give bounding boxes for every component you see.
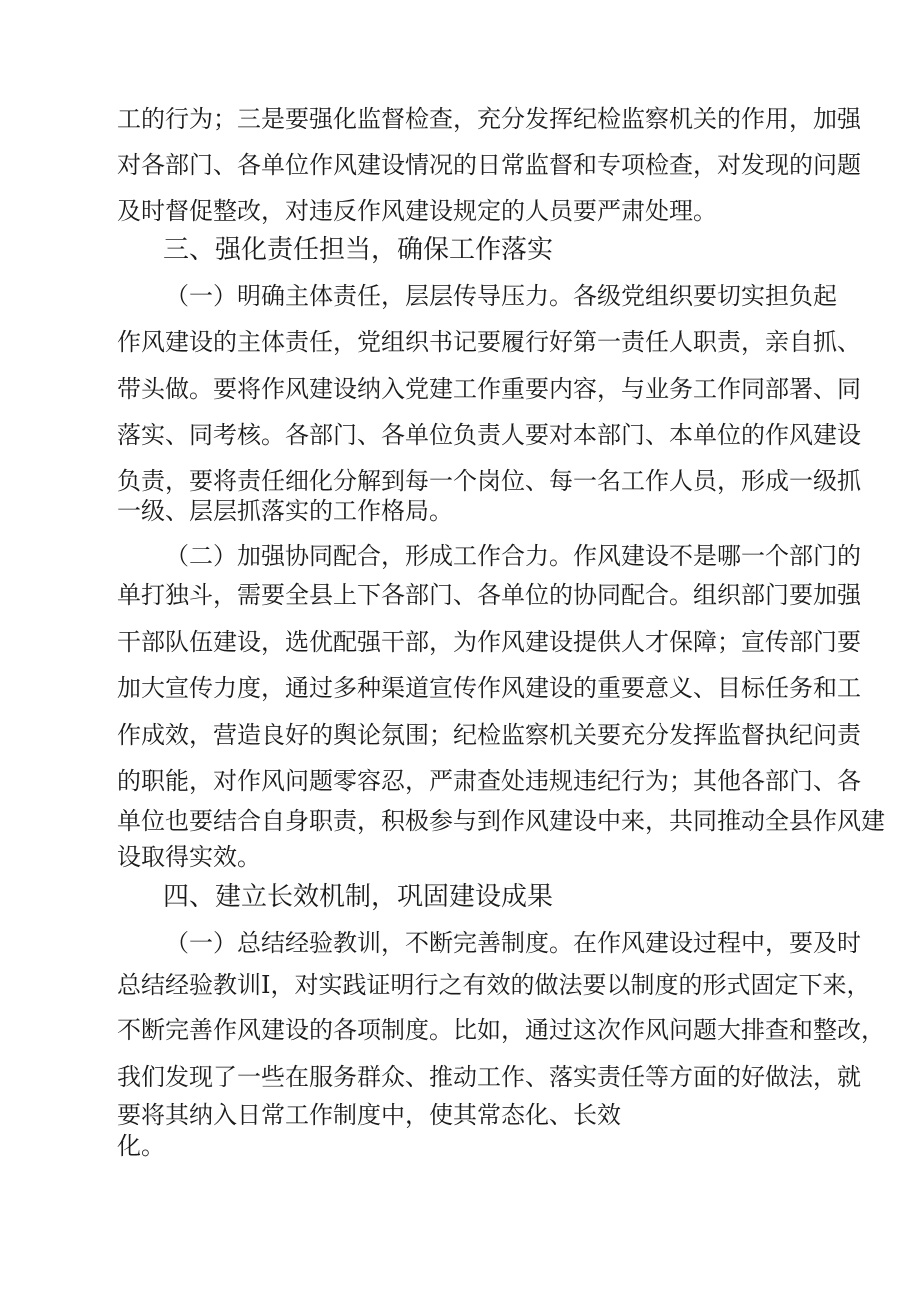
section-4-heading: 四、建立长效机制，巩固建设成果 bbox=[163, 882, 554, 912]
s3-p2-line-8: 设取得实效。 bbox=[117, 843, 261, 871]
s3-p1-line-3: 带头做。要将作风建设纳入党建工作重要内容，与业务工作同部署、同 bbox=[117, 375, 861, 403]
intro-line-3: 及时督促整改，对违反作风建设规定的人员要严肃处理。 bbox=[117, 197, 717, 225]
s4-p1-line-1: （一）总结经验教训，不断完善制度。在作风建设过程中，要及时 bbox=[165, 929, 861, 957]
intro-line-1: 工的行为；三是要强化监督检查，充分发挥纪检监察机关的作用，加强 bbox=[117, 105, 861, 133]
s4-p1-line-6: 化。 bbox=[117, 1132, 165, 1160]
s3-p1-line-6: 一级、层层抓落实的工作格局。 bbox=[117, 497, 453, 525]
s3-p2-line-2: 单打独斗，需要全县上下各部门、各单位的协同配合。组织部门要加强 bbox=[117, 581, 861, 609]
s3-p2-line-5: 作成效，营造良好的舆论氛围；纪检监察机关要充分发挥监督执纪问责 bbox=[117, 721, 861, 749]
s4-p1-line-3: 不断完善作风建设的各项制度。比如，通过这次作风问题大排查和整改， bbox=[117, 1016, 885, 1044]
s3-p2-line-3: 干部队伍建设，选优配强干部，为作风建设提供人才保障；宣传部门要 bbox=[117, 628, 861, 656]
intro-line-2: 对各部门、各单位作风建设情况的日常监督和专项检查，对发现的问题 bbox=[117, 151, 861, 179]
s3-p1-line-2: 作风建设的主体责任，党组织书记要履行好第一责任人职责，亲自抓、 bbox=[117, 328, 861, 356]
s3-p1-line-5: 负责，要将责任细化分解到每一个岗位、每一名工作人员，形成一级抓 bbox=[117, 467, 861, 495]
section-3-heading: 三、强化责任担当，确保工作落实 bbox=[163, 235, 554, 265]
s3-p2-line-7: 单位也要结合自身职责，积极参与到作风建设中来，共同推动全县作风建 bbox=[117, 807, 885, 835]
s4-p1-line-5: 要将其纳入日常工作制度中，使其常态化、长效 bbox=[117, 1101, 621, 1129]
s3-p1-line-4: 落实、同考核。各部门、各单位负责人要对本部门、本单位的作风建设 bbox=[117, 421, 861, 449]
s3-p2-line-6: 的职能，对作风问题零容忍，严肃查处违规违纪行为；其他各部门、各 bbox=[117, 767, 861, 795]
s3-p2-line-1: （二）加强协同配合，形成工作合力。作风建设不是哪一个部门的 bbox=[165, 542, 861, 570]
s3-p2-line-4: 加大宣传力度，通过多种渠道宣传作风建设的重要意义、目标任务和工 bbox=[117, 674, 861, 702]
s4-p1-line-2: 总结经验教训I，对实践证明行之有效的做法要以制度的形式固定下来， bbox=[117, 971, 871, 999]
s4-p1-line-4: 我们发现了一些在服务群众、推动工作、落实责任等方面的好做法，就 bbox=[117, 1063, 861, 1091]
s3-p1-line-1: （一）明确主体责任，层层传导压力。各级党组织要切实担负起 bbox=[165, 282, 837, 310]
